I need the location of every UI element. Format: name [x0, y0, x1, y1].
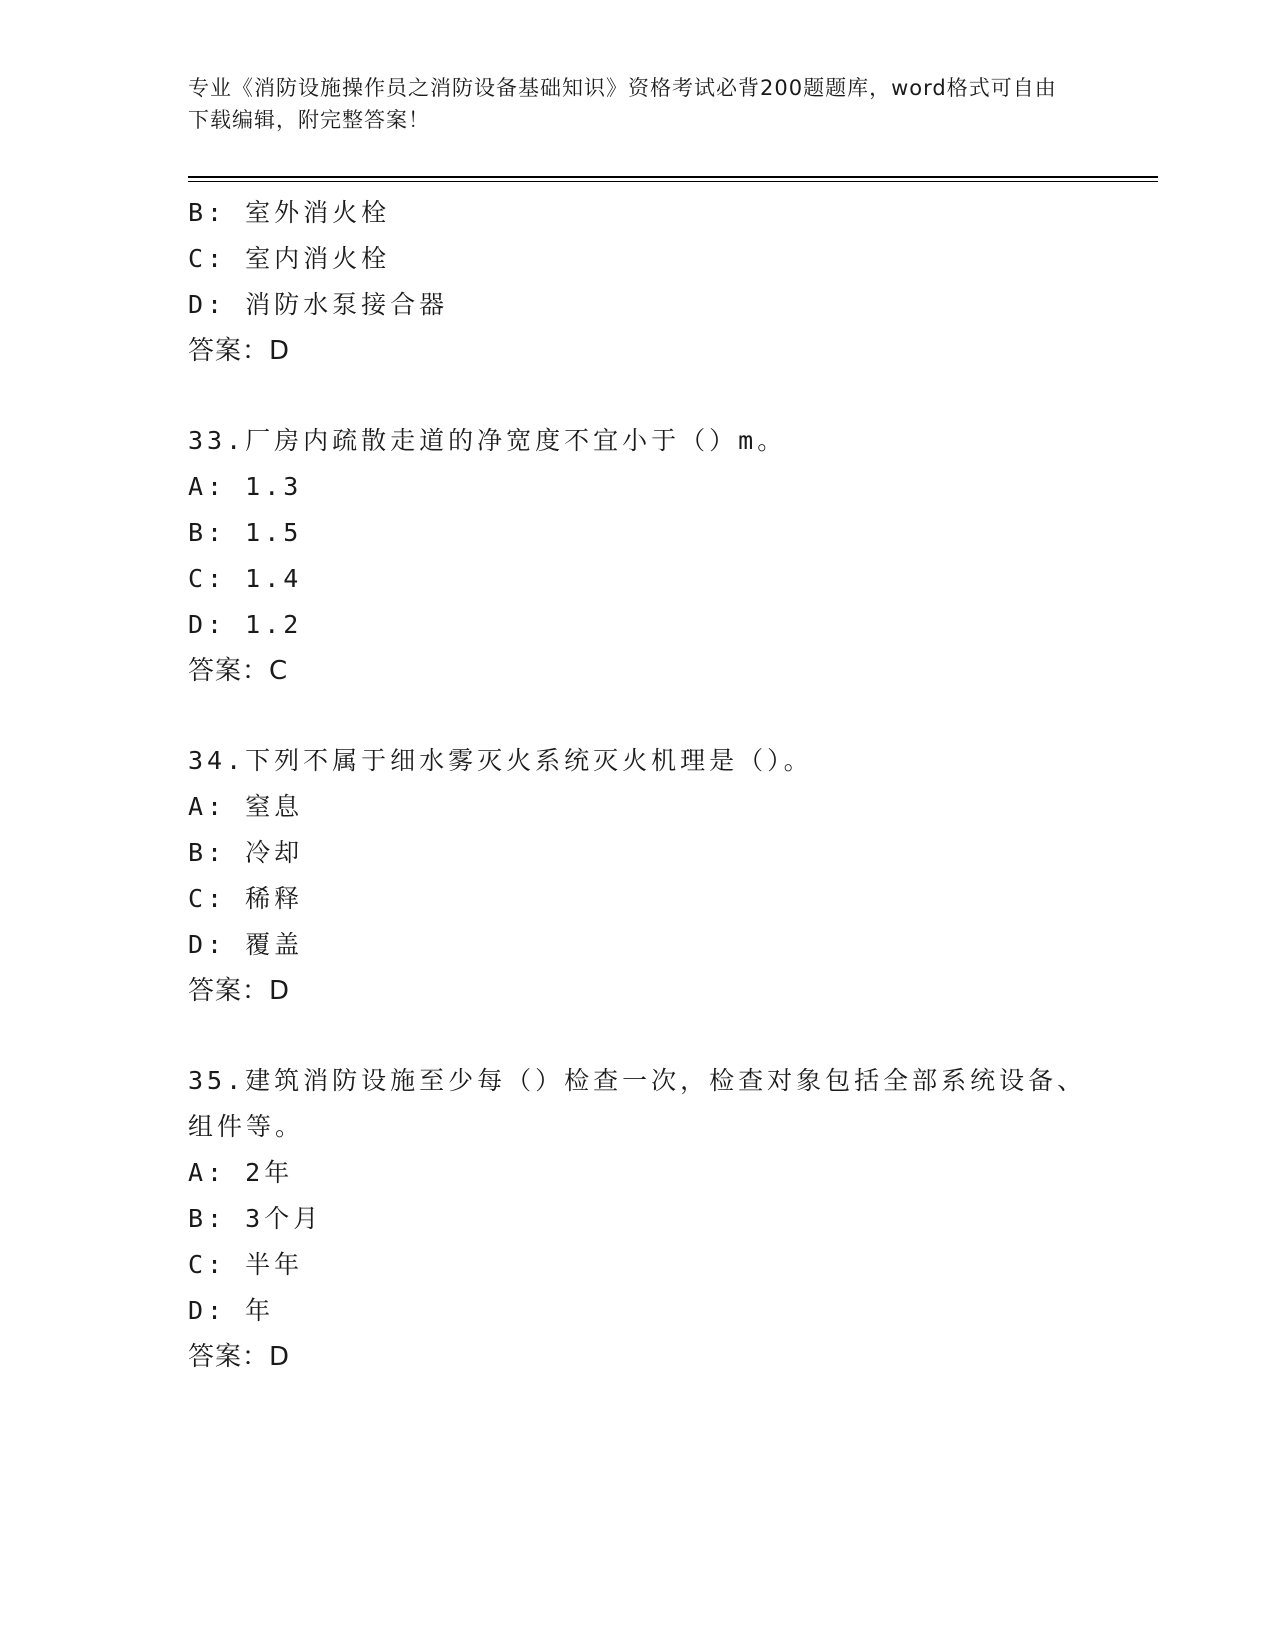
option-d: D: 年	[188, 1296, 275, 1325]
option-b: B: 室外消火栓	[188, 198, 391, 227]
option-b: B: 3个月	[188, 1204, 323, 1233]
answer-line: 答案：D	[188, 976, 291, 1006]
question-block-34	[188, 738, 1128, 1014]
option-d: D: 消防水泵接合器	[188, 290, 449, 319]
block-gap	[188, 1014, 1128, 1058]
header-rule-thick	[188, 176, 1158, 178]
option-b: B: 冷却	[188, 838, 304, 867]
header-rule-thin	[188, 181, 1158, 182]
option-a: A: 2年	[188, 1158, 294, 1187]
answer-line: 答案：D	[188, 336, 291, 366]
option-a: A: 1.3	[188, 472, 303, 501]
option-c: C: 半年	[188, 1250, 304, 1279]
question-stem: 33.厂房内疏散走道的净宽度不宜小于（）m。	[188, 426, 787, 455]
question-stem-line1: 35.建筑消防设施至少每（）检查一次，检查对象包括全部系统设备、	[188, 1066, 1087, 1095]
answer-line: 答案：D	[188, 1342, 291, 1372]
question-block-33	[188, 418, 1128, 694]
option-a: A: 窒息	[188, 792, 304, 821]
option-c: C: 室内消火栓	[188, 244, 391, 273]
option-b: B: 1.5	[188, 518, 303, 547]
question-stem-line2: 组件等。	[188, 1112, 305, 1141]
block-gap	[188, 374, 1128, 418]
question-block-continued	[188, 190, 1128, 374]
answer-line: 答案：C	[188, 656, 289, 686]
document-header: 专业《消防设施操作员之消防设备基础知识》资格考试必背200题题库，word格式可自由下载编辑，附完整答案！	[188, 76, 1057, 132]
block-gap	[188, 694, 1128, 738]
option-d: D: 1.2	[188, 610, 303, 639]
option-c: C: 1.4	[188, 564, 303, 593]
option-c: C: 稀释	[188, 884, 304, 913]
question-block-35	[188, 1058, 1128, 1380]
question-content	[188, 190, 1128, 1380]
option-d: D: 覆盖	[188, 930, 304, 959]
question-stem: 34.下列不属于细水雾灭火系统灭火机理是（）。	[188, 746, 813, 775]
